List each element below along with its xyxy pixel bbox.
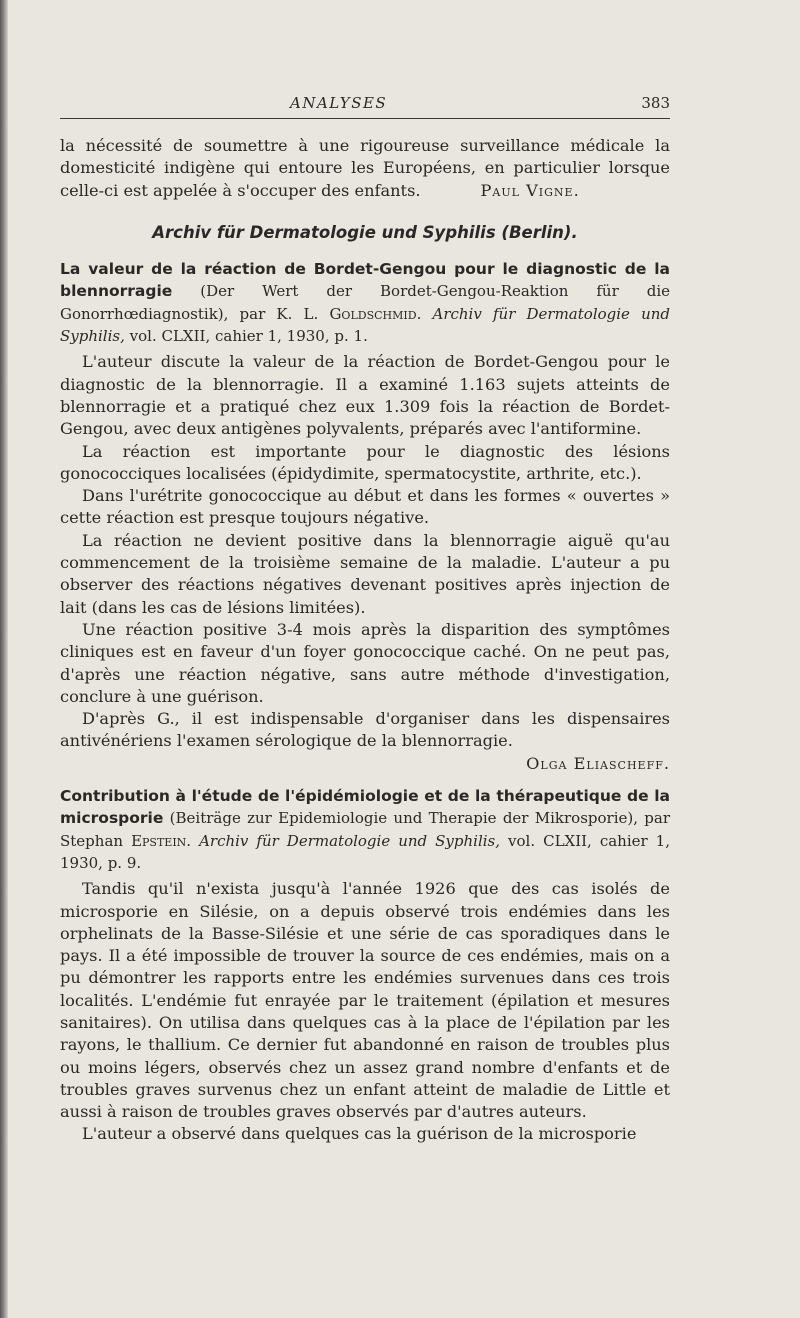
- article-1-paragraph: Dans l'urétrite gonococcique au début et dans les formes « ouvertes » cette réaction est presque toujours négative.: [60, 486, 670, 528]
- article-2-title: Contribution à l'étude de l'épidémiologie et de la thérapeutique de la microsporie: [60, 787, 670, 828]
- article-1-paragraph: L'auteur discute la valeur de la réaction de Bordet-Gengou pour le diagnostic de la blennorragie. Il a examiné 1.163 sujets atteints de blennorragie et a pratiqué chez eux 1.309 fois la réaction de Bordet-Gengou, avec deux antigènes polyvalents, préparés avec l'antiformine.: [60, 352, 670, 439]
- intro-paragraph: [60, 135, 670, 202]
- running-title: ANALYSES: [290, 94, 388, 112]
- article-1-journal: . Archiv für Dermatologie und Syphilis,: [60, 304, 670, 346]
- article-2-german-title: (Beiträge zur Epidemiologie und Therapie der Mikrosporie), par Stephan: [60, 809, 670, 850]
- page-header: [60, 88, 670, 119]
- article-2-author: Epstein: [131, 831, 187, 850]
- article-2-journal: . Archiv für Dermatologie und Syphilis,: [186, 831, 501, 850]
- article-1-author: Goldschmid: [329, 304, 417, 323]
- article-2-heading: [60, 785, 670, 874]
- article-2-paragraph: Tandis qu'il n'exista jusqu'à l'année 1926 que des cas isolés de microsporie en Silésie, on a depuis observé trois endémies dans les orphelinats de la Basse-Silésie et une série de cas sporadiques dans le pays. Il a été impossible de trouver la source de ces endémies, mais on a pu démontrer les rapports entre les endémies survenues dans ces trois localités. L'endémie fut enrayée par le traitement (épilation et mesures sanitaires). On utilisa dans quelques cas à la place de l'épilation par les rayons, le thallium. Ce dernier fut abandonné en raison de troubles plus ou moins légers, observés chez un assez grand nombre d'enfants et de troubles graves survenus chez un enfant atteint de maladie de Little et aussi à raison de troubles graves observés par d'autres auteurs.: [60, 879, 670, 1122]
- article-1-signature: Olga Eliascheff.: [526, 753, 670, 773]
- article-2: [60, 785, 670, 1146]
- article-1-paragraph: D'après G., il est indispensable d'organiser dans les dispensaires antivénériens l'examen sérologique de la blennorragie.: [60, 709, 670, 751]
- book-spine-shadow: [0, 0, 8, 1318]
- article-1-citation: vol. CLXII, cahier 1, 1930, p. 1.: [124, 327, 368, 346]
- page-number: 383: [641, 94, 670, 112]
- article-1-paragraph: La réaction ne devient positive dans la blennorragie aiguë qu'au commencement de la troisième semaine de la maladie. L'auteur a pu observer des réactions négatives devenant positives après injection de lait (dans les cas de lésions limitées).: [60, 530, 670, 617]
- article-1: [60, 258, 670, 775]
- article-1-paragraph: Une réaction positive 3-4 mois après la disparition des symptômes cliniques est en faveur d'un foyer gonococcique caché. On ne peut pas, d'après une réaction négative, sans autre méthode d'investigation, conclure à une guérison.: [60, 619, 670, 706]
- article-2-paragraph: L'auteur a observé dans quelques cas la guérison de la microsporie: [82, 1124, 637, 1144]
- journal-heading: Archiv für Dermatologie und Syphilis (Berlin).: [152, 222, 578, 242]
- article-1-title: La valeur de la réaction de Bordet-Gengou pour le diagnostic de la blennorragie: [60, 260, 670, 301]
- article-1-german-title: (Der Wert der Bordet-Gengou-Reaktion für die Gonorrhœdiagnostik), par K. L.: [60, 282, 670, 323]
- article-2-citation: vol. CLXII, cahier 1, 1930, p. 9.: [60, 831, 670, 872]
- intro-text: la nécessité de soumettre à une rigoureuse surveillance médicale la domesticité indigène qui entoure les Européens, en particulier lorsque celle-ci est appelée à s'occuper des enfants.: [60, 136, 670, 200]
- article-1-heading: [60, 258, 670, 347]
- document-page: [60, 88, 670, 1146]
- article-1-paragraph: La réaction est importante pour le diagnostic des lésions gonococciques localisées (épidydimite, spermatocystite, arthrite, etc.).: [60, 441, 670, 483]
- intro-signature: Paul Vigne.: [480, 180, 580, 200]
